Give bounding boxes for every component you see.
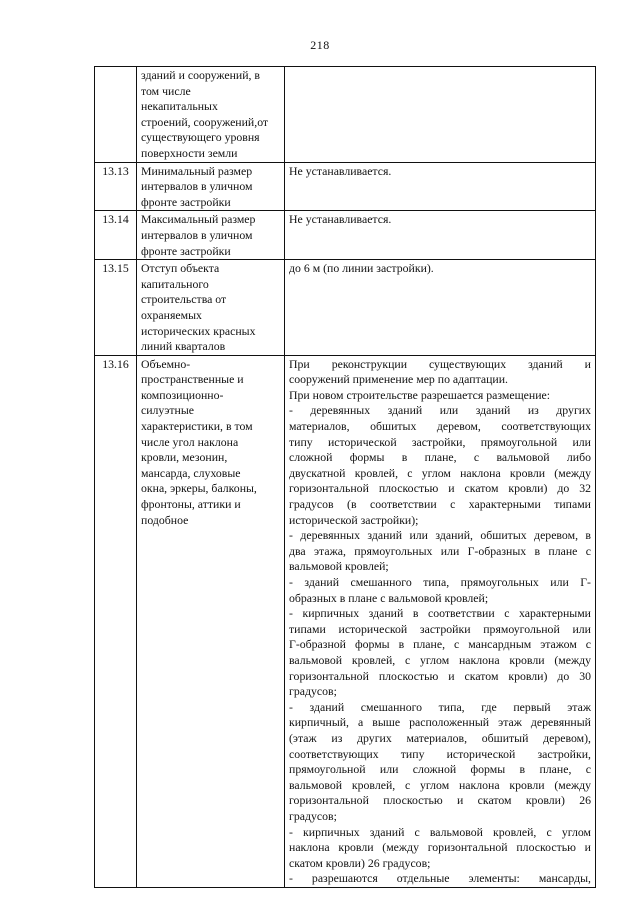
row-number: 13.13 (95, 162, 137, 211)
parameter-name: Минимальный размер интервалов в уличном фронте застройки (137, 162, 285, 211)
table-row (95, 211, 596, 260)
row-number: 13.14 (95, 211, 137, 260)
page-number: 218 (310, 38, 330, 52)
table-row (95, 162, 596, 211)
parameter-value: до 6 м (по линии застройки). (285, 260, 596, 356)
regulations-table (94, 66, 596, 888)
parameter-value: Не устанавливается. (285, 162, 596, 211)
parameter-name: зданий и сооружений, в том числе некапитальных строений, сооружений,от существующего уровня поверхности земли (137, 67, 285, 163)
table-row (95, 67, 596, 163)
parameter-value (285, 67, 596, 163)
parameter-name: Максимальный размер интервалов в уличном фронте застройки (137, 211, 285, 260)
parameter-value: При реконструкции существующих зданий и сооружений применение мер по адаптации. При новом строительстве разрешается размещение: - деревянных зданий или зданий из других материалов, обшитых деревом, соответствующих типу исторической застройки, прямоугольной или сложной формы в плане, с вальмовой либо двускатной кровлей, с углом наклона кровли (между горизонтальной плоскостью и скатом кровли) до 32 градусов (в соответствии с характерными типами исторической застройки); - деревянных зданий или зданий, обшитых деревом, в два этажа, прямоугольных или Г-образных в плане с вальмовой кровлей; - зданий смешанного типа, прямоугольных или Г- образных в плане с вальмовой кровлей; - кирпичных зданий в соответствии с характерными типами исторической застройки прямоугольной или Г-образной формы в плане, с мансардным этажом с вальмовой кровлей, с углом наклона кровли (между горизонтальной плоскостью и скатом кровли) до 30 градусов; - зданий смешанного типа, где первый этаж кирпичный, а выше расположенный этаж деревянный (этаж из других материалов, обшитый деревом), соответствующих типу исторической застройки, прямоугольной или сложной формы в плане, с вальмовой кровлей, с углом наклона кровли (между горизонтальной плоскостью и скатом кровли) 26 градусов; - кирпичных зданий с вальмовой кровлей, с углом наклона кровли (между горизонтальной плоскостью и скатом кровли) 26 градусов; - разрешаются отдельные элементы: мансарды, (285, 355, 596, 887)
row-number: 13.15 (95, 260, 137, 356)
row-number: 13.16 (95, 355, 137, 887)
parameter-name: Объемно- пространственные и композиционно- силуэтные характеристики, в том числе угол наклона кровли, мезонин, мансарда, слуховые окна, эркеры, балконы, фронтоны, аттики и подобное (137, 355, 285, 887)
parameter-value: Не устанавливается. (285, 211, 596, 260)
table-row (95, 260, 596, 356)
row-number (95, 67, 137, 163)
table-row (95, 355, 596, 887)
parameter-name: Отступ объекта капитального строительства от охраняемых исторических красных линий кварталов (137, 260, 285, 356)
